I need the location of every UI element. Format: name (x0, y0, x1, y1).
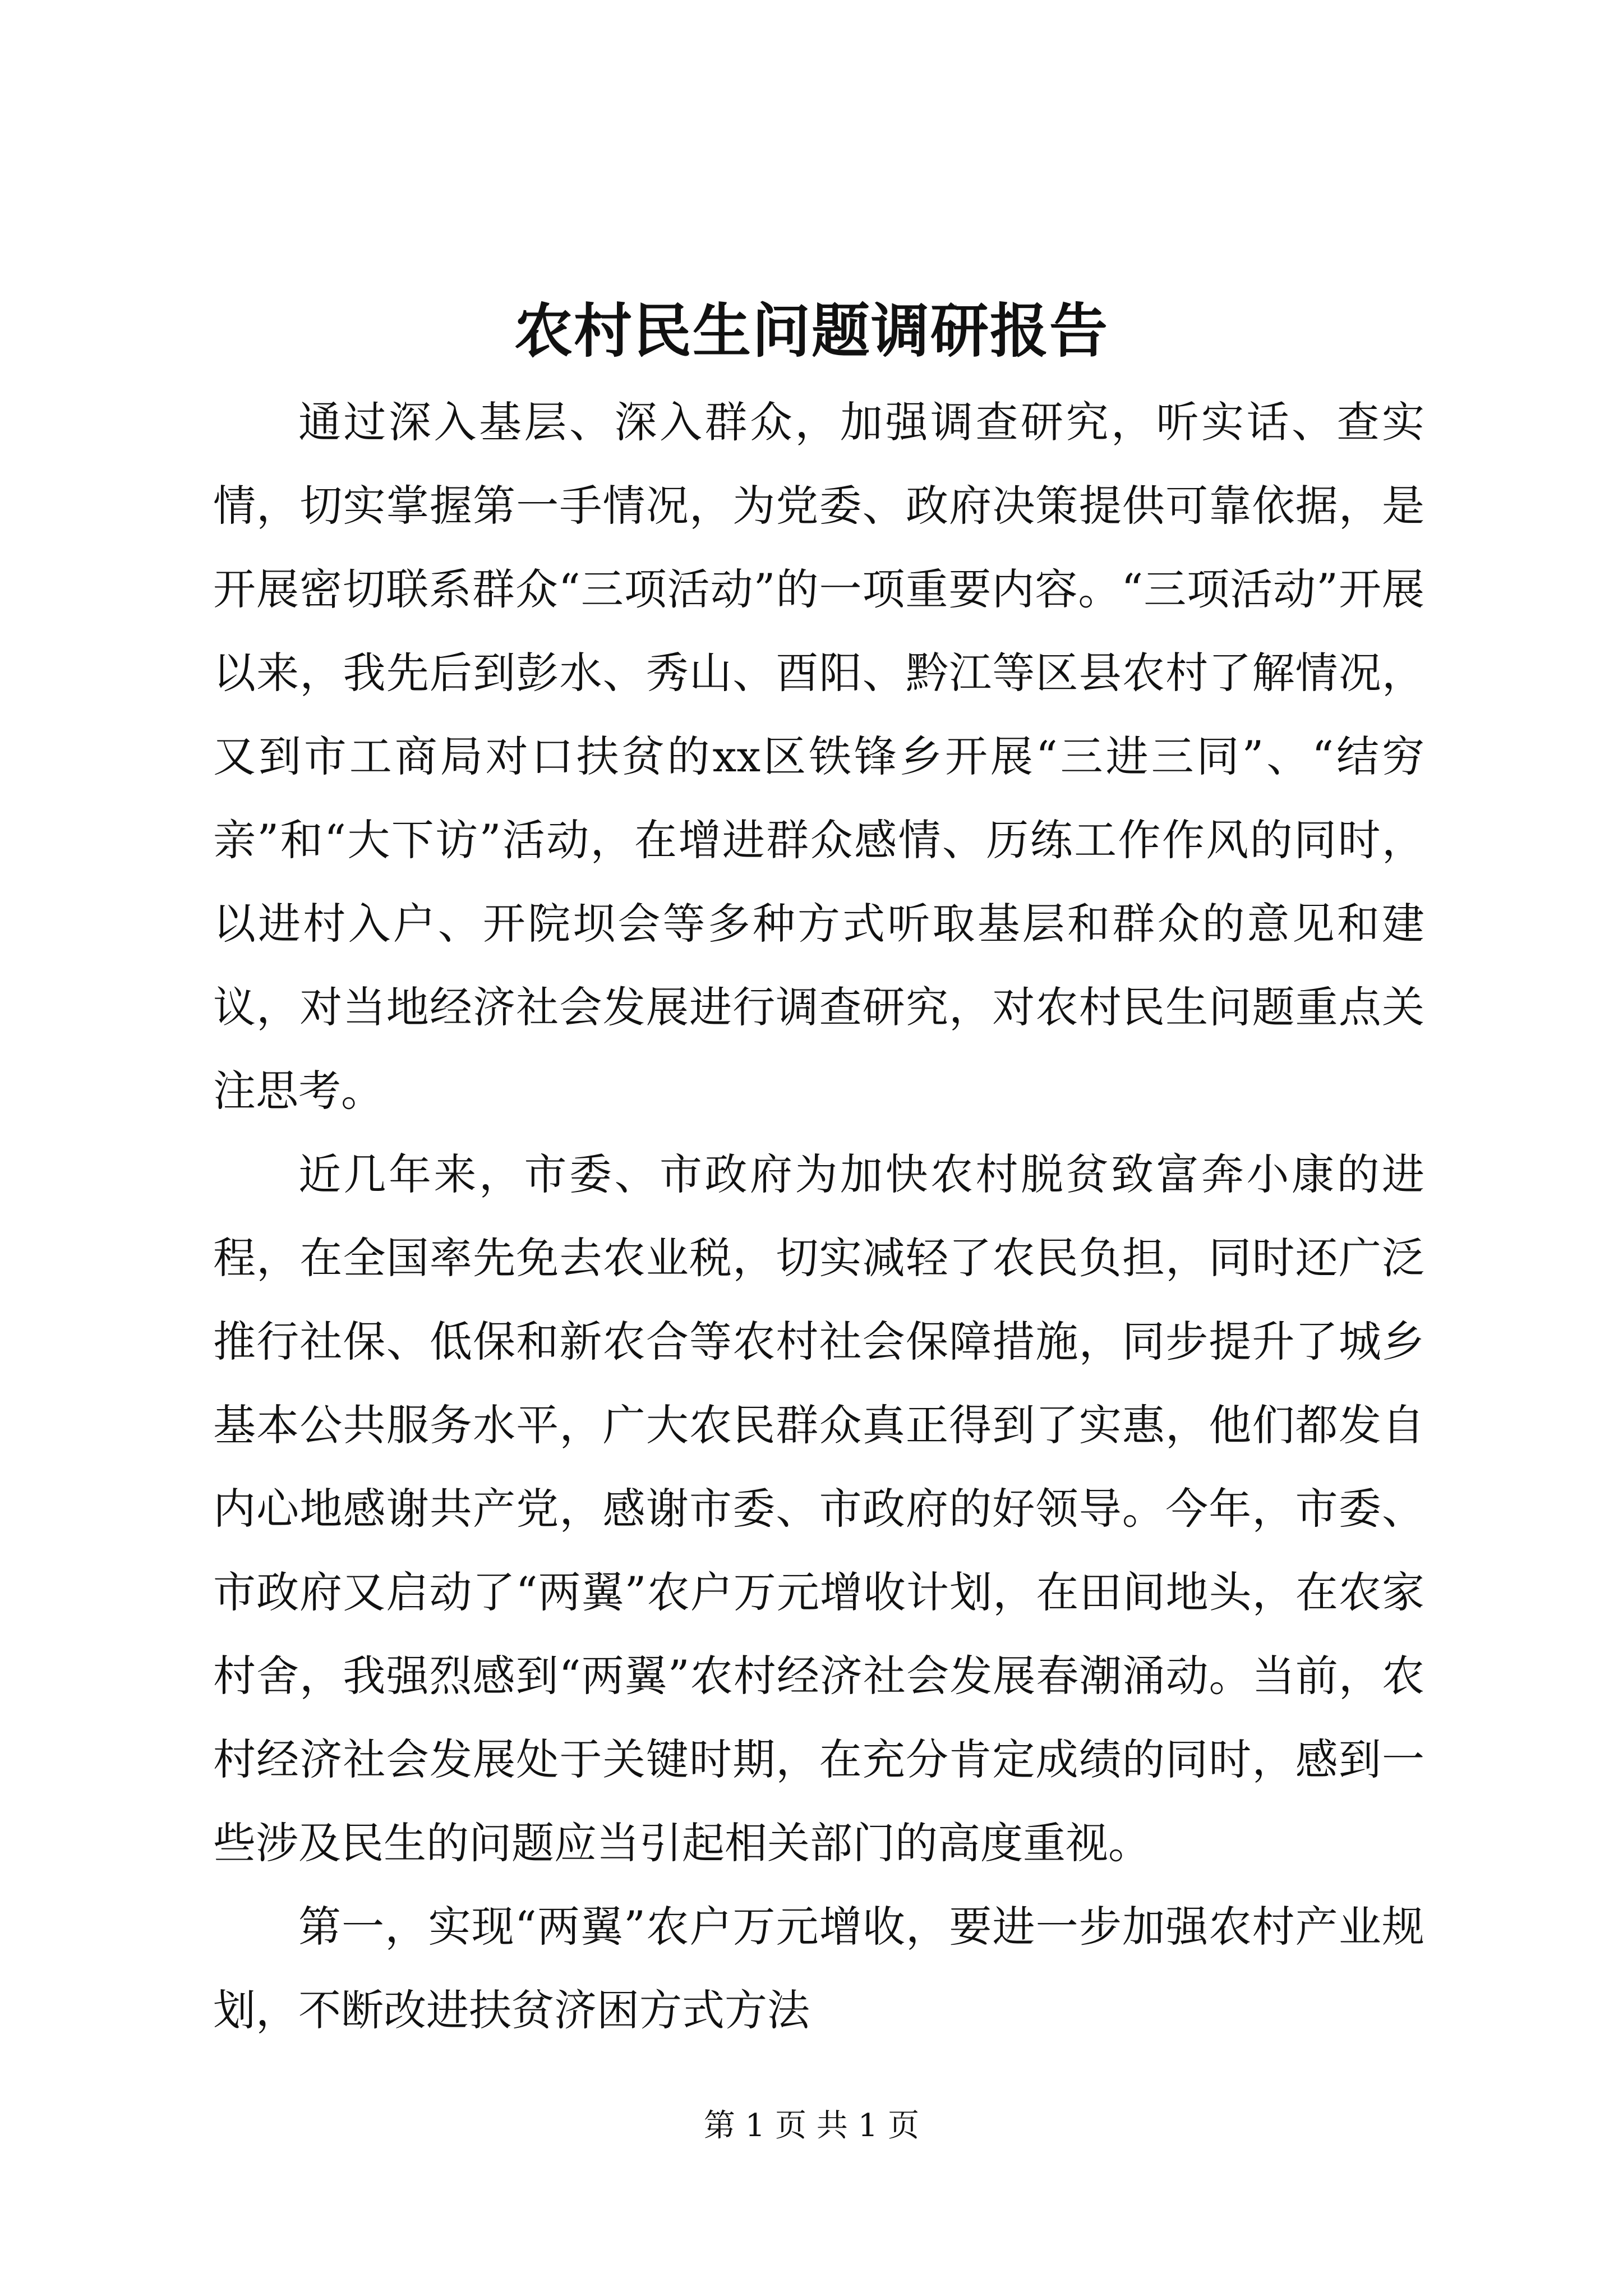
document-title: 农村民生问题调研报告 (514, 296, 1109, 365)
document-body (213, 380, 1424, 2052)
paragraph-1: 通过深入基层、深入群众，加强调查研究，听实话、查实情，切实掌握第一手情况，为党委、政府决策提供可靠依据，是开展密切联系群众“三项活动”的一项重要内容。“三项活动”开展以来，我先后到彭水、秀山、酉阳、黔江等区县农村了解情况，又到市工商局对口扶贫的xx区铁锋乡开展“三进三同”、“结穷亲”和“大下访”活动，在增进群众感情、历练工作作风的同时，以进村入户、开院坝会等多种方式听取基层和群众的意见和建议，对当地经济社会发展进行调查研究，对农村民生问题重点关注思考。 (213, 397, 1424, 1116)
paragraph-2: 近几年来，市委、市政府为加快农村脱贫致富奔小康的进程，在全国率先免去农业税，切实减轻了农民负担，同时还广泛推行社保、低保和新农合等农村社会保障措施，同步提升了城乡基本公共服务水平，广大农民群众真正得到了实惠，他们都发自内心地感谢共产党，感谢市委、市政府的好领导。今年，市委、市政府又启动了“两翼”农户万元增收计划，在田间地头，在农家村舍，我强烈感到“两翼”农村经济社会发展春潮涌动。当前，农村经济社会发展处于关键时期，在充分肯定成绩的同时，感到一些涉及民生的问题应当引起相关部门的高度重视。 (213, 1149, 1424, 1868)
page-number-footer: 第 1 页 共 1 页 (703, 2108, 920, 2144)
paragraph-3: 第一，实现“两翼”农户万元增收，要进一步加强农村产业规划，不断改进扶贫济困方式方法 (213, 1902, 1424, 2035)
